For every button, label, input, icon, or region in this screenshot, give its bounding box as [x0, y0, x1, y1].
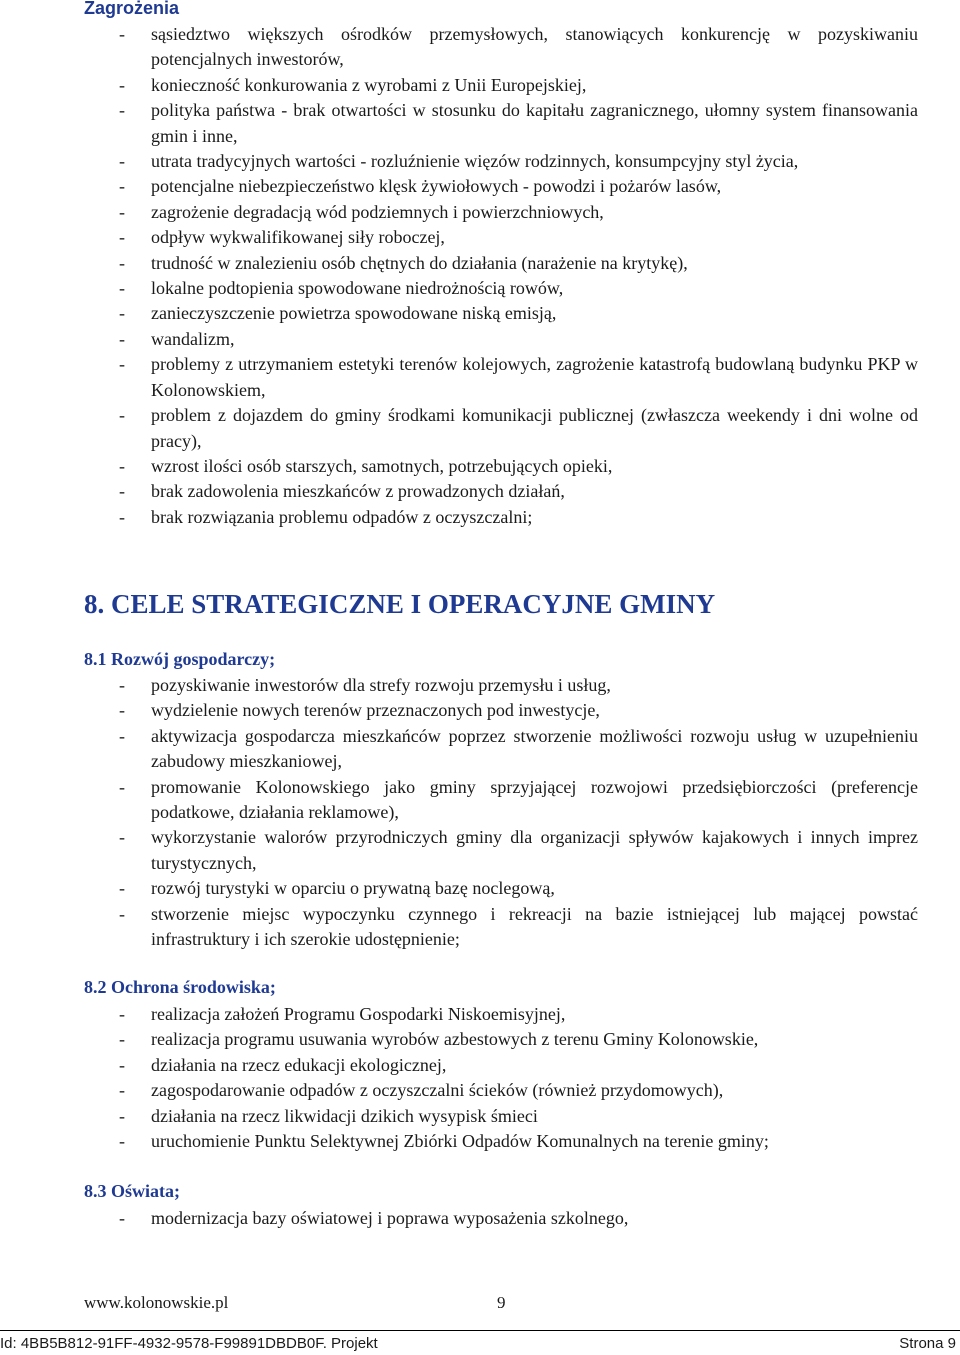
- list-item: - problemy z utrzymaniem estetyki terenów kolejowych, zagrożenie katastrofą budowlaną budynku PKP w Kolonowskiem,: [84, 352, 918, 403]
- list-item: - promowanie Kolonowskiego jako gminy sprzyjającej rozwojowi przedsiębiorczości (preferencje podatkowe, działania reklamowe),: [84, 775, 918, 826]
- list-item: - sąsiedztwo większych ośrodków przemysłowych, stanowiących konkurencję w pozyskiwaniu potencjalnych inwestorów,: [84, 22, 918, 73]
- list-item: - potencjalne niebezpieczeństwo klęsk żywiołowych - powodzi i pożarów lasów,: [84, 174, 918, 199]
- list-item: - stworzenie miejsc wypoczynku czynnego i rekreacji na bazie istniejącej lub mającej powstać infrastruktury i ich szerokie udostępnienie;: [84, 902, 918, 953]
- list-item: - rozwój turystyki w oparciu o prywatną bazę noclegową,: [84, 876, 918, 901]
- footer-document-id: Id: 4BB5B812-91FF-4932-9578-F99891DBDB0F. Projekt: [0, 1335, 378, 1352]
- list-item: - utrata tradycyjnych wartości - rozluźnienie więzów rodzinnych, konsumpcyjny styl życia,: [84, 149, 918, 174]
- list-item: - odpływ wykwalifikowanej siły roboczej,: [84, 225, 918, 250]
- list-item: - brak rozwiązania problemu odpadów z oczyszczalni;: [84, 505, 918, 530]
- section-8-3-list: [84, 1206, 918, 1231]
- section-8-3-heading: 8.3 Oświata;: [84, 1181, 180, 1201]
- threats-heading: Zagrożenia: [84, 0, 180, 18]
- footer-page-number: 9: [497, 1293, 506, 1312]
- section-8-2-list: [84, 1002, 918, 1154]
- list-item: - wandalizm,: [84, 327, 918, 352]
- list-item: - konieczność konkurowania z wyrobami z Unii Europejskiej,: [84, 73, 918, 98]
- list-item: - wydzielenie nowych terenów przeznaczonych pod inwestycje,: [84, 698, 918, 723]
- list-item: - trudność w znalezieniu osób chętnych do działania (narażenie na krytykę),: [84, 251, 918, 276]
- footer-divider: [0, 1330, 960, 1331]
- section-8-1-list: [84, 673, 918, 952]
- list-item: - polityka państwa - brak otwartości w stosunku do kapitału zagranicznego, ułomny system finansowania gmin i inne,: [84, 98, 918, 149]
- section-8-2-heading: 8.2 Ochrona środowiska;: [84, 977, 276, 997]
- list-item: - pozyskiwanie inwestorów dla strefy rozwoju przemysłu i usług,: [84, 673, 918, 698]
- section-8-1-heading: 8.1 Rozwój gospodarczy;: [84, 649, 276, 669]
- list-item: - działania na rzecz edukacji ekologicznej,: [84, 1053, 918, 1078]
- list-item: - wykorzystanie walorów przyrodniczych gminy dla organizacji spływów kajakowych i innych imprez turystycznych,: [84, 825, 918, 876]
- list-item: - realizacja programu usuwania wyrobów azbestowych z terenu Gminy Kolonowskie,: [84, 1027, 918, 1052]
- section-8-title: 8. CELE STRATEGICZNE I OPERACYJNE GMINY: [84, 589, 716, 619]
- threats-list: [84, 22, 918, 530]
- list-item: - zagrożenie degradacją wód podziemnych i powierzchniowych,: [84, 200, 918, 225]
- list-item: - uruchomienie Punktu Selektywnej Zbiórki Odpadów Komunalnych na terenie gminy;: [84, 1129, 918, 1154]
- list-item: - działania na rzecz likwidacji dzikich wysypisk śmieci: [84, 1104, 918, 1129]
- list-item: - wzrost ilości osób starszych, samotnych, potrzebujących opieki,: [84, 454, 918, 479]
- list-item: - realizacja założeń Programu Gospodarki Niskoemisyjnej,: [84, 1002, 918, 1027]
- list-item: - brak zadowolenia mieszkańców z prowadzonych działań,: [84, 479, 918, 504]
- list-item: - zagospodarowanie odpadów z oczyszczalni ścieków (również przydomowych),: [84, 1078, 918, 1103]
- list-item: - modernizacja bazy oświatowej i poprawa wyposażenia szkolnego,: [84, 1206, 918, 1231]
- footer-url: www.kolonowskie.pl: [84, 1293, 229, 1312]
- list-item: - aktywizacja gospodarcza mieszkańców poprzez stworzenie możliwości rozwoju usług w uzupełnieniu zabudowy mieszkaniowej,: [84, 724, 918, 775]
- footer-strona: Strona 9: [899, 1335, 956, 1352]
- list-item: - lokalne podtopienia spowodowane niedrożnością rowów,: [84, 276, 918, 301]
- list-item: - zanieczyszczenie powietrza spowodowane niską emisją,: [84, 301, 918, 326]
- list-item: - problem z dojazdem do gminy środkami komunikacji publicznej (zwłaszcza weekendy i dni wolne od pracy),: [84, 403, 918, 454]
